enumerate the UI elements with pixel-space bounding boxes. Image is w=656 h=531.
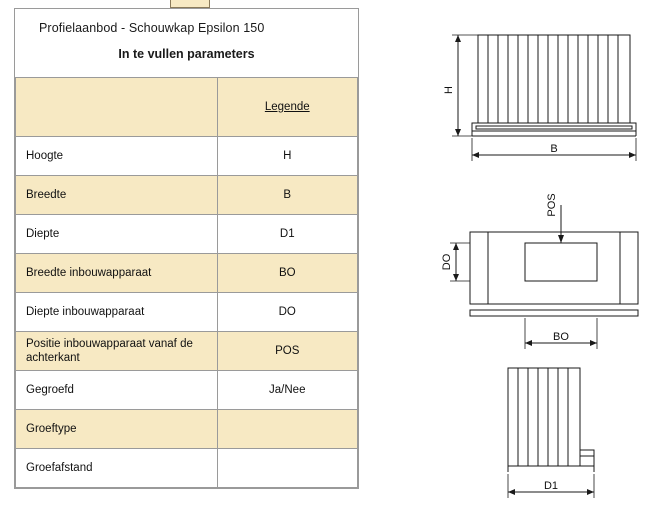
table-row — [16, 176, 358, 215]
row-label: Positie inbouwapparaat vanaf de achterkant — [16, 332, 218, 371]
row-label: Diepte — [16, 215, 218, 254]
front-view — [452, 35, 636, 161]
top-depth-label: DO — [441, 253, 453, 271]
page-title: Profielaanbod - Schouwkap Epsilon 150 — [39, 21, 265, 35]
row-value — [217, 449, 357, 488]
row-label: Breedte — [16, 176, 218, 215]
row-value: DO — [217, 293, 357, 332]
table-row — [16, 137, 358, 176]
table-row — [16, 215, 358, 254]
row-value: B — [217, 176, 357, 215]
top-position-label: POS — [546, 193, 558, 217]
top-view — [450, 205, 638, 349]
side-view — [508, 368, 594, 498]
table-row — [16, 371, 358, 410]
row-label: Groeftype — [16, 410, 218, 449]
header-cell-blank — [16, 78, 218, 137]
row-label: Hoogte — [16, 137, 218, 176]
table-row — [16, 254, 358, 293]
row-label: Breedte inbouwapparaat — [16, 254, 218, 293]
drawings-svg — [430, 0, 656, 531]
table-row — [16, 293, 358, 332]
row-value: D1 — [217, 215, 357, 254]
front-width-label: B — [550, 143, 558, 155]
decorative-top-stub — [170, 0, 210, 8]
top-opening-width-label: BO — [553, 331, 569, 343]
table-header-row — [16, 78, 358, 137]
table-row — [16, 410, 358, 449]
row-value: H — [217, 137, 357, 176]
side-depth-label: D1 — [543, 480, 559, 492]
front-height-label: H — [443, 86, 455, 94]
row-value: POS — [217, 332, 357, 371]
parameters-panel — [14, 8, 359, 489]
row-value — [217, 410, 357, 449]
row-label: Diepte inbouwapparaat — [16, 293, 218, 332]
row-value: BO — [217, 254, 357, 293]
table-row — [16, 449, 358, 488]
technical-drawings — [430, 0, 656, 531]
legend-label[interactable]: Legende — [264, 101, 310, 113]
table-row — [16, 332, 358, 371]
row-label: Groefafstand — [16, 449, 218, 488]
parameters-table — [15, 77, 358, 488]
header-cell-legend — [217, 78, 357, 137]
row-label: Gegroefd — [16, 371, 218, 410]
row-value: Ja/Nee — [217, 371, 357, 410]
table-subtitle: In te vullen parameters — [118, 47, 255, 61]
